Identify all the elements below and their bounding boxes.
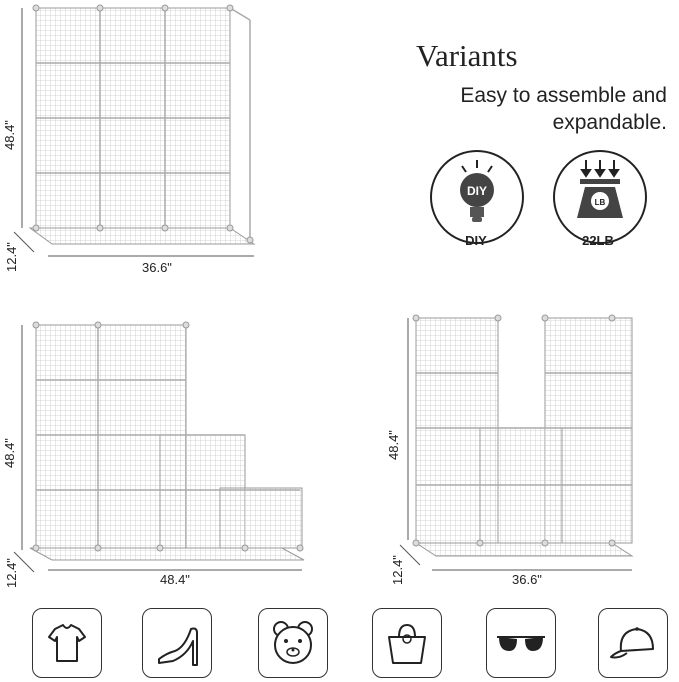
sunglasses-icon	[486, 608, 556, 678]
variant-2-width: 48.4"	[160, 572, 190, 587]
variant-3-drawing	[400, 315, 632, 570]
tshirt-icon	[32, 608, 102, 678]
diy-label: DIY	[465, 233, 487, 248]
variant-2-drawing	[14, 322, 304, 572]
diy-bulb-text: DIY	[466, 184, 488, 198]
handbag-icon	[372, 608, 442, 678]
variant-3-depth: 12.4"	[390, 555, 405, 585]
subtitle-line-2: expandable.	[552, 111, 667, 134]
variant-1-height: 48.4"	[2, 120, 17, 150]
teddy-bear-icon	[258, 608, 328, 678]
weight-lb-text: LB	[594, 198, 606, 207]
cap-icon	[598, 608, 668, 678]
variant-1-depth: 12.4"	[4, 242, 19, 272]
variant-3-height: 48.4"	[386, 430, 401, 460]
weight-label: 22LB	[582, 233, 614, 248]
high-heel-icon	[142, 608, 212, 678]
subtitle-line-1: Easy to assemble and	[460, 84, 667, 107]
variant-3-width: 36.6"	[512, 572, 542, 587]
variant-1-drawing	[14, 5, 254, 256]
variant-2-height: 48.4"	[2, 438, 17, 468]
variants-title: Variants	[416, 38, 518, 73]
variant-1-width: 36.6"	[142, 260, 172, 275]
variant-2-depth: 12.4"	[4, 558, 19, 588]
